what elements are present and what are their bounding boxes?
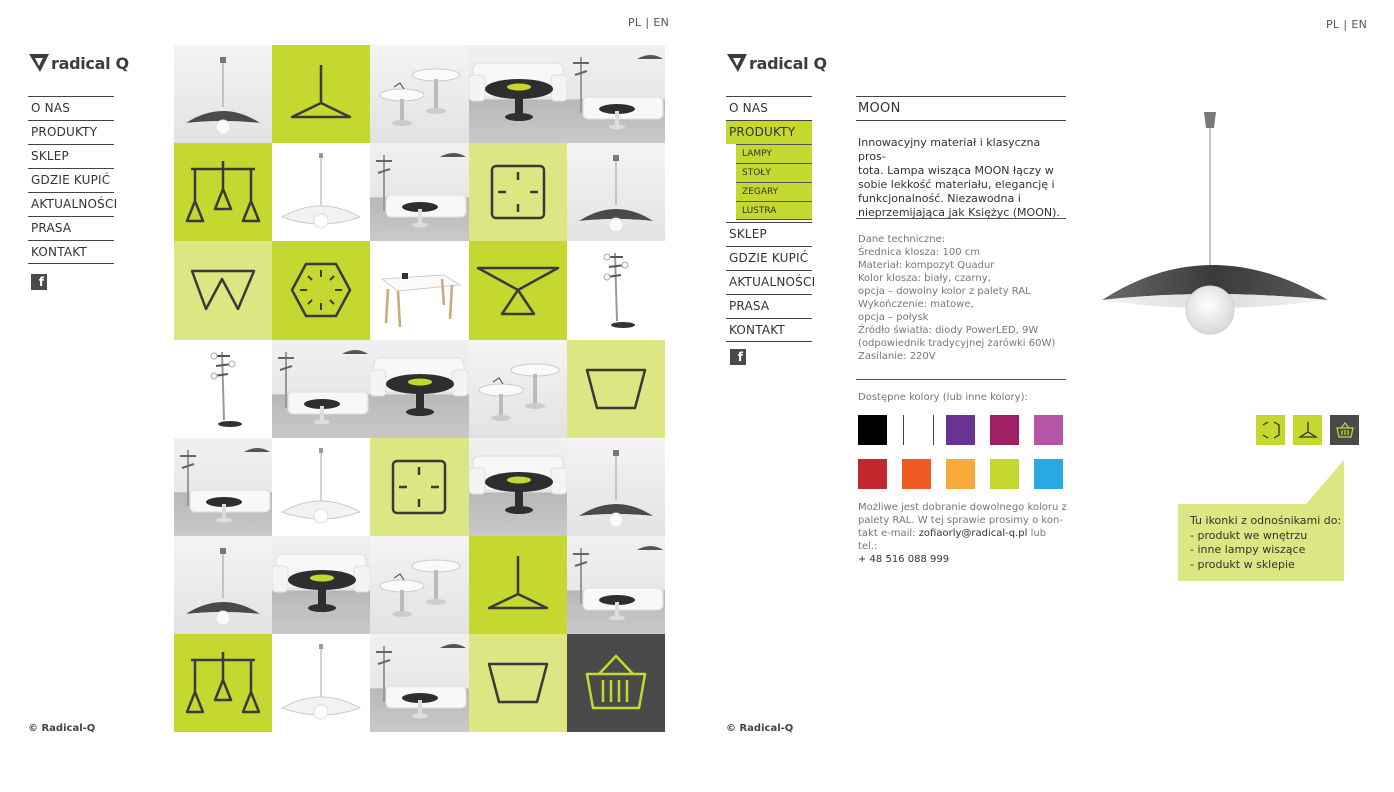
clock-icon-tile[interactable]: [370, 438, 468, 536]
divider: [856, 379, 1066, 380]
technical-specs: [858, 233, 1068, 363]
color-swatch[interactable]: [946, 415, 975, 445]
tables-photo-tile[interactable]: [469, 340, 567, 438]
brand-logo-right[interactable]: [726, 52, 827, 74]
desk-photo-tile[interactable]: [370, 241, 468, 339]
lamp-glass-photo-tile[interactable]: [272, 143, 370, 241]
subnav-item-lustra[interactable]: LUSTRA: [736, 201, 812, 220]
description-line: Innowacyjny materiał i klasyczna pros-: [858, 136, 1041, 163]
ral-note: [858, 501, 1068, 566]
color-swatch[interactable]: [1034, 459, 1063, 489]
clock-icon-tile[interactable]: [469, 143, 567, 241]
lang-separator: |: [1343, 18, 1348, 31]
main-nav-right: [726, 96, 816, 342]
products-submenu: [726, 144, 812, 220]
color-swatch[interactable]: [858, 415, 887, 445]
lang-en-link[interactable]: EN: [653, 16, 670, 29]
room-lamp-photo-tile[interactable]: [370, 143, 468, 241]
lang-separator: |: [645, 16, 650, 29]
product-grid: [174, 45, 665, 733]
tables-photo-tile[interactable]: [370, 45, 468, 143]
language-switcher: [628, 16, 669, 29]
hanger-icon-tile[interactable]: [469, 241, 567, 339]
mobile-icon-tile[interactable]: [174, 143, 272, 241]
room-table-photo-tile[interactable]: [272, 536, 370, 634]
lamp-photo-tile[interactable]: [567, 143, 665, 241]
lamp-photo-tile[interactable]: [567, 438, 665, 536]
room-lamp-photo-tile[interactable]: [567, 536, 665, 634]
nav-item-gdzie-kupić[interactable]: GDZIE KUPIĆ: [28, 168, 114, 192]
nav-item-produkty[interactable]: PRODUKTY: [726, 120, 812, 144]
room-lamp-photo-tile[interactable]: [272, 340, 370, 438]
main-nav: [28, 96, 118, 264]
description-line: funkcjonalność. Niezawodna i: [858, 192, 1021, 205]
spec-line: Zasilanie: 220V: [858, 351, 936, 362]
logo-mark-icon: [28, 52, 50, 74]
room-table-photo-tile[interactable]: [469, 438, 567, 536]
spec-line: Wykończenie: matowe,: [858, 299, 974, 310]
lamp-glass-photo-tile[interactable]: [272, 634, 370, 732]
standlamp-photo-tile[interactable]: [567, 241, 665, 339]
pendant-lamps-icon[interactable]: [1293, 415, 1322, 445]
tooltip-line: - inne lampy wiszące: [1190, 543, 1306, 556]
nav-item-prasa[interactable]: PRASA: [28, 216, 114, 240]
phone-number[interactable]: + 48 516 088 999: [858, 554, 950, 565]
color-swatch[interactable]: [858, 459, 887, 489]
color-swatches: [858, 415, 1068, 489]
nav-item-o-nas[interactable]: O NAS: [726, 96, 812, 120]
email-link[interactable]: zofiaorly@radical-q.pl: [918, 528, 1028, 539]
nav-item-sklep[interactable]: SKLEP: [28, 144, 114, 168]
spec-line: Średnica klosza: 100 cm: [858, 247, 980, 258]
basket-icon-tile[interactable]: [567, 634, 665, 732]
spec-line: Źródło światła: diody PowerLED, 9W: [858, 325, 1039, 336]
color-swatch[interactable]: [990, 459, 1019, 489]
spec-line: opcja – połysk: [858, 312, 929, 323]
product-links: [1256, 415, 1359, 445]
lamp-photo-tile[interactable]: [174, 536, 272, 634]
subnav-item-lampy[interactable]: LAMPY: [736, 144, 812, 163]
note-line: [858, 527, 1068, 553]
subnav-item-stoly[interactable]: STOŁY: [736, 163, 812, 182]
room-lamp-photo-tile[interactable]: [567, 45, 665, 143]
color-swatch[interactable]: [946, 459, 975, 489]
product-in-interior-icon[interactable]: [1256, 415, 1285, 445]
product-title: MOON: [856, 96, 1066, 121]
triangle-icon-tile[interactable]: [272, 45, 370, 143]
nav-item-aktualności[interactable]: AKTUALNOŚCI: [28, 192, 114, 216]
nav-item-o-nas[interactable]: O NAS: [28, 96, 114, 120]
standlamp-photo-tile[interactable]: [174, 340, 272, 438]
note-line: palety RAL. W tej sprawie prosimy o kon-: [858, 515, 1063, 526]
lang-en-link[interactable]: EN: [1351, 18, 1368, 31]
nav-item-kontakt[interactable]: KONTAKT: [28, 240, 114, 264]
facebook-icon[interactable]: f: [730, 349, 746, 365]
note-line: Możliwe jest dobranie dowolnego koloru z: [858, 502, 1067, 513]
color-swatch[interactable]: [990, 415, 1019, 445]
product-image: [1100, 110, 1330, 344]
nav-item-gdzie-kupic[interactable]: GDZIE KUPIĆ: [726, 246, 812, 270]
description-line: tota. Lampa wisząca MOON łączy w: [858, 164, 1054, 177]
color-swatch[interactable]: [1034, 415, 1063, 445]
room-table-photo-tile[interactable]: [469, 45, 567, 143]
description-line: sobie lekkość materiału, elegancję i: [858, 178, 1055, 191]
tooltip-line: Tu ikonki z odnośnikami do:: [1190, 514, 1342, 527]
nav-item-aktualnosci[interactable]: AKTUALNOŚCI: [726, 270, 812, 294]
copyright-right: © Radical-Q: [726, 723, 794, 734]
trapezoid-icon-tile[interactable]: [469, 634, 567, 732]
lamp-glass-photo-tile[interactable]: [272, 438, 370, 536]
lamp-photo-tile[interactable]: [174, 45, 272, 143]
triangle-icon-tile[interactable]: [469, 536, 567, 634]
annotation-tooltip: [1178, 460, 1344, 581]
mobile-icon-tile[interactable]: [174, 634, 272, 732]
room-lamp-photo-tile[interactable]: [174, 438, 272, 536]
description-line: nieprzemijająca jak Księżyc (MOON).: [858, 206, 1060, 219]
nav-item-kontakt[interactable]: KONTAKT: [726, 318, 812, 342]
zigzag-icon-tile[interactable]: [174, 241, 272, 339]
note-text: lub tel.:: [858, 528, 1047, 552]
divider: [856, 218, 1066, 219]
product-description: [858, 136, 1066, 220]
color-swatch[interactable]: [902, 459, 931, 489]
logo-mark-icon: [726, 52, 748, 74]
language-switcher-right: [1326, 18, 1367, 31]
tooltip-line: - produkt w sklepie: [1190, 557, 1295, 571]
trapezoid-icon-tile[interactable]: [567, 340, 665, 438]
room-table-photo-tile[interactable]: [370, 340, 468, 438]
spec-line: Kolor klosza: biały, czarny,: [858, 273, 991, 284]
copyright: © Radical-Q: [28, 723, 96, 734]
tables-photo-tile[interactable]: [370, 536, 468, 634]
spec-line: opcja – dowolny kolor z palety RAL: [858, 286, 1031, 297]
subnav-item-zegary[interactable]: ZEGARY: [736, 182, 812, 201]
brand-name: radical Q: [51, 53, 129, 73]
note-text: takt e-mail:: [858, 528, 919, 539]
nav-item-produkty[interactable]: PRODUKTY: [28, 120, 114, 144]
spec-line: Materiał: kompozyt Quadur: [858, 260, 995, 271]
room-lamp-photo-tile[interactable]: [370, 634, 468, 732]
brand-name: radical Q: [749, 53, 827, 73]
spec-line: Dane techniczne:: [858, 234, 946, 245]
lang-pl-link[interactable]: PL: [1326, 18, 1340, 31]
facebook-icon[interactable]: f: [31, 274, 47, 290]
brand-logo[interactable]: [28, 52, 129, 74]
colors-label: Dostępne kolory (lub inne kolory):: [858, 392, 1028, 403]
shop-basket-icon[interactable]: [1330, 415, 1359, 445]
hexclock-icon-tile[interactable]: [272, 241, 370, 339]
lang-pl-link[interactable]: PL: [628, 16, 642, 29]
spec-line: (odpowiednik tradycyjnej żarówki 60W): [858, 338, 1056, 349]
nav-item-prasa[interactable]: PRASA: [726, 294, 812, 318]
nav-item-sklep[interactable]: SKLEP: [726, 222, 812, 246]
color-swatch[interactable]: [903, 415, 934, 445]
tooltip-line: - produkt we wnętrzu: [1190, 528, 1308, 542]
